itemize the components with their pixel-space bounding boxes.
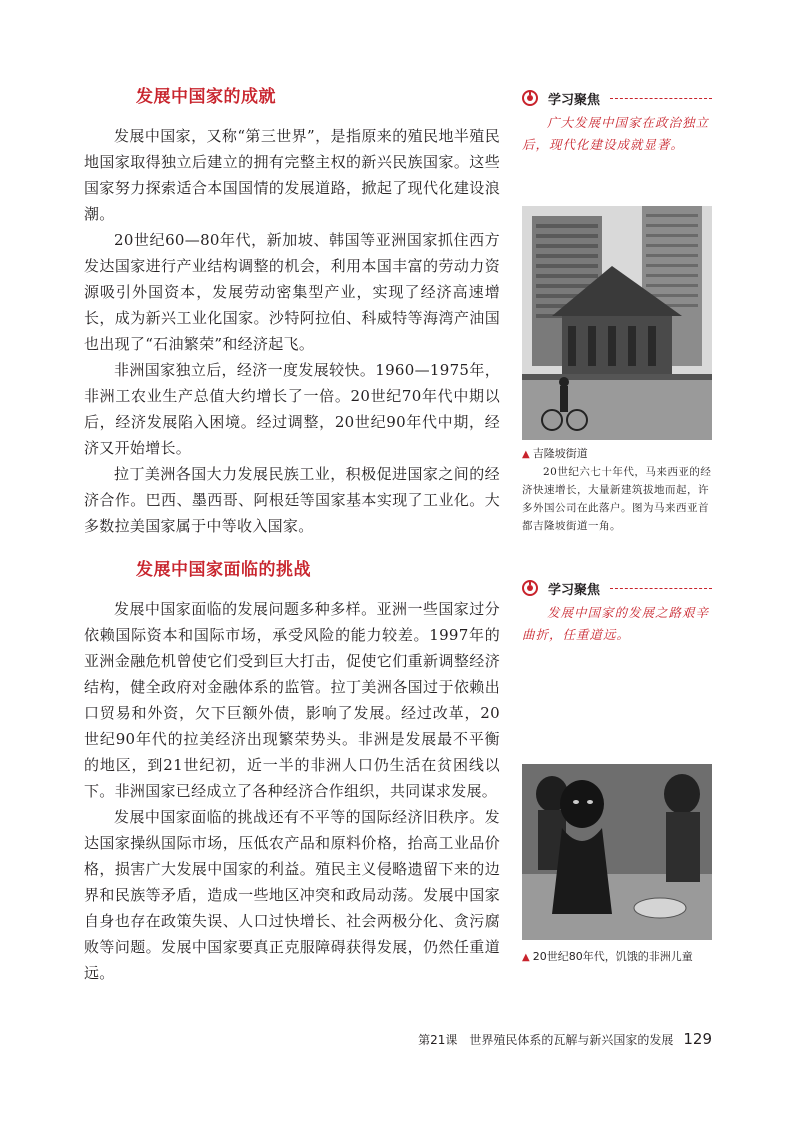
focus-icon [522, 580, 538, 596]
paragraph: 发展中国家，又称“第三世界”，是指原来的殖民地半殖民地国家取得独立后建立的拥有完整主权的新兴民族国家。这些国家努力探索适合本国国情的发展道路，掀起了现代化建设浪潮。 [84, 127, 500, 223]
caption-triangle-icon: ▲ [522, 449, 530, 460]
focus-text: 广大发展中国家在政治独立后，现代化建设成就显著。 [522, 115, 710, 152]
paragraph: 非洲国家独立后，经济一度发展较快。1960—1975年，非洲工农业生产总值大约增长了一倍。20世纪70年代中期以后，经济发展陷入困境。经过调整，20世纪90年代中期，经济又开始增长。 [84, 361, 500, 457]
divider [610, 588, 712, 589]
section-title-challenges: 发展中国家面临的挑战 [136, 560, 311, 580]
paragraph: 发展中国家面临的发展问题多种多样。亚洲一些国家过分依赖国际资本和国际市场，承受风险的能力较差。1997年的亚洲金融危机曾使它们受到巨大打击，促使它们重新调整经济结构，健全政府对金融体系的监管。拉丁美洲各国过于依赖出口贸易和外资，欠下巨额外债，影响了发展。经过改革，20世纪90年代的拉美经济出现繁荣势头。非洲是发展最不平衡的地区，到21世纪初，近一半的非洲人口仍生活在贫困线以下。非洲国家已经成立了各种经济合作组织，共同谋求发展。 [84, 600, 500, 800]
focus-icon [522, 90, 538, 106]
divider [610, 98, 712, 99]
lesson-title: 世界殖民体系的瓦解与新兴国家的发展 [469, 1033, 674, 1047]
caption-title: 吉隆坡街道 [532, 447, 588, 460]
lesson-number: 第21课 [418, 1033, 458, 1047]
page-number: 129 [683, 1030, 712, 1048]
photo2-caption [522, 948, 712, 964]
section-title-achievements: 发展中国家的成就 [136, 87, 276, 107]
caption-triangle-icon: ▲ [522, 952, 530, 963]
african-children-photo [522, 764, 712, 940]
main-column [84, 82, 500, 986]
focus-box-2 [522, 578, 712, 646]
paragraph: 20世纪60—80年代，新加坡、韩国等亚洲国家抓住西方发达国家进行产业结构调整的机会，利用本国丰富的劳动力资源吸引外国资本，发展劳动密集型产业，实现了经济高速增长，成为新兴工业化国家。沙特阿拉伯、科威特等海湾产油国也出现了“石油繁荣”和经济起飞。 [84, 231, 500, 353]
focus-box-1 [522, 88, 712, 156]
focus-label: 学习聚焦 [548, 92, 601, 108]
photo1-caption [522, 445, 712, 535]
caption-title: 20世纪80年代，饥饿的非洲儿童 [532, 950, 693, 963]
paragraph: 拉丁美洲各国大力发展民族工业，积极促进国家之间的经济合作。巴西、墨西哥、阿根廷等国家基本实现了工业化。大多数拉美国家属于中等收入国家。 [84, 465, 500, 535]
focus-text: 发展中国家的发展之路艰辛曲折，任重道远。 [522, 605, 710, 642]
kuala-lumpur-street-photo [522, 206, 712, 440]
paragraph: 发展中国家面临的挑战还有不平等的国际经济旧秩序。发达国家操纵国际市场，压低农产品和原料价格，抬高工业品价格，损害广大发展中国家的利益。殖民主义侵略遗留下来的边界和民族等矛盾，造成一些地区冲突和政局动荡。发展中国家自身也存在政策失误、人口过快增长、社会两极分化、贪污腐败等问题。发展中国家要真正克服障碍获得发展，仍然任重道远。 [84, 808, 500, 982]
caption-text: 20世纪六七十年代，马来西亚的经济快速增长，大量新建筑拔地而起，许多外国公司在此落户。图为马来西亚首都吉隆坡街道一角。 [522, 466, 712, 532]
focus-label: 学习聚焦 [548, 582, 601, 598]
page-footer [418, 1030, 712, 1048]
